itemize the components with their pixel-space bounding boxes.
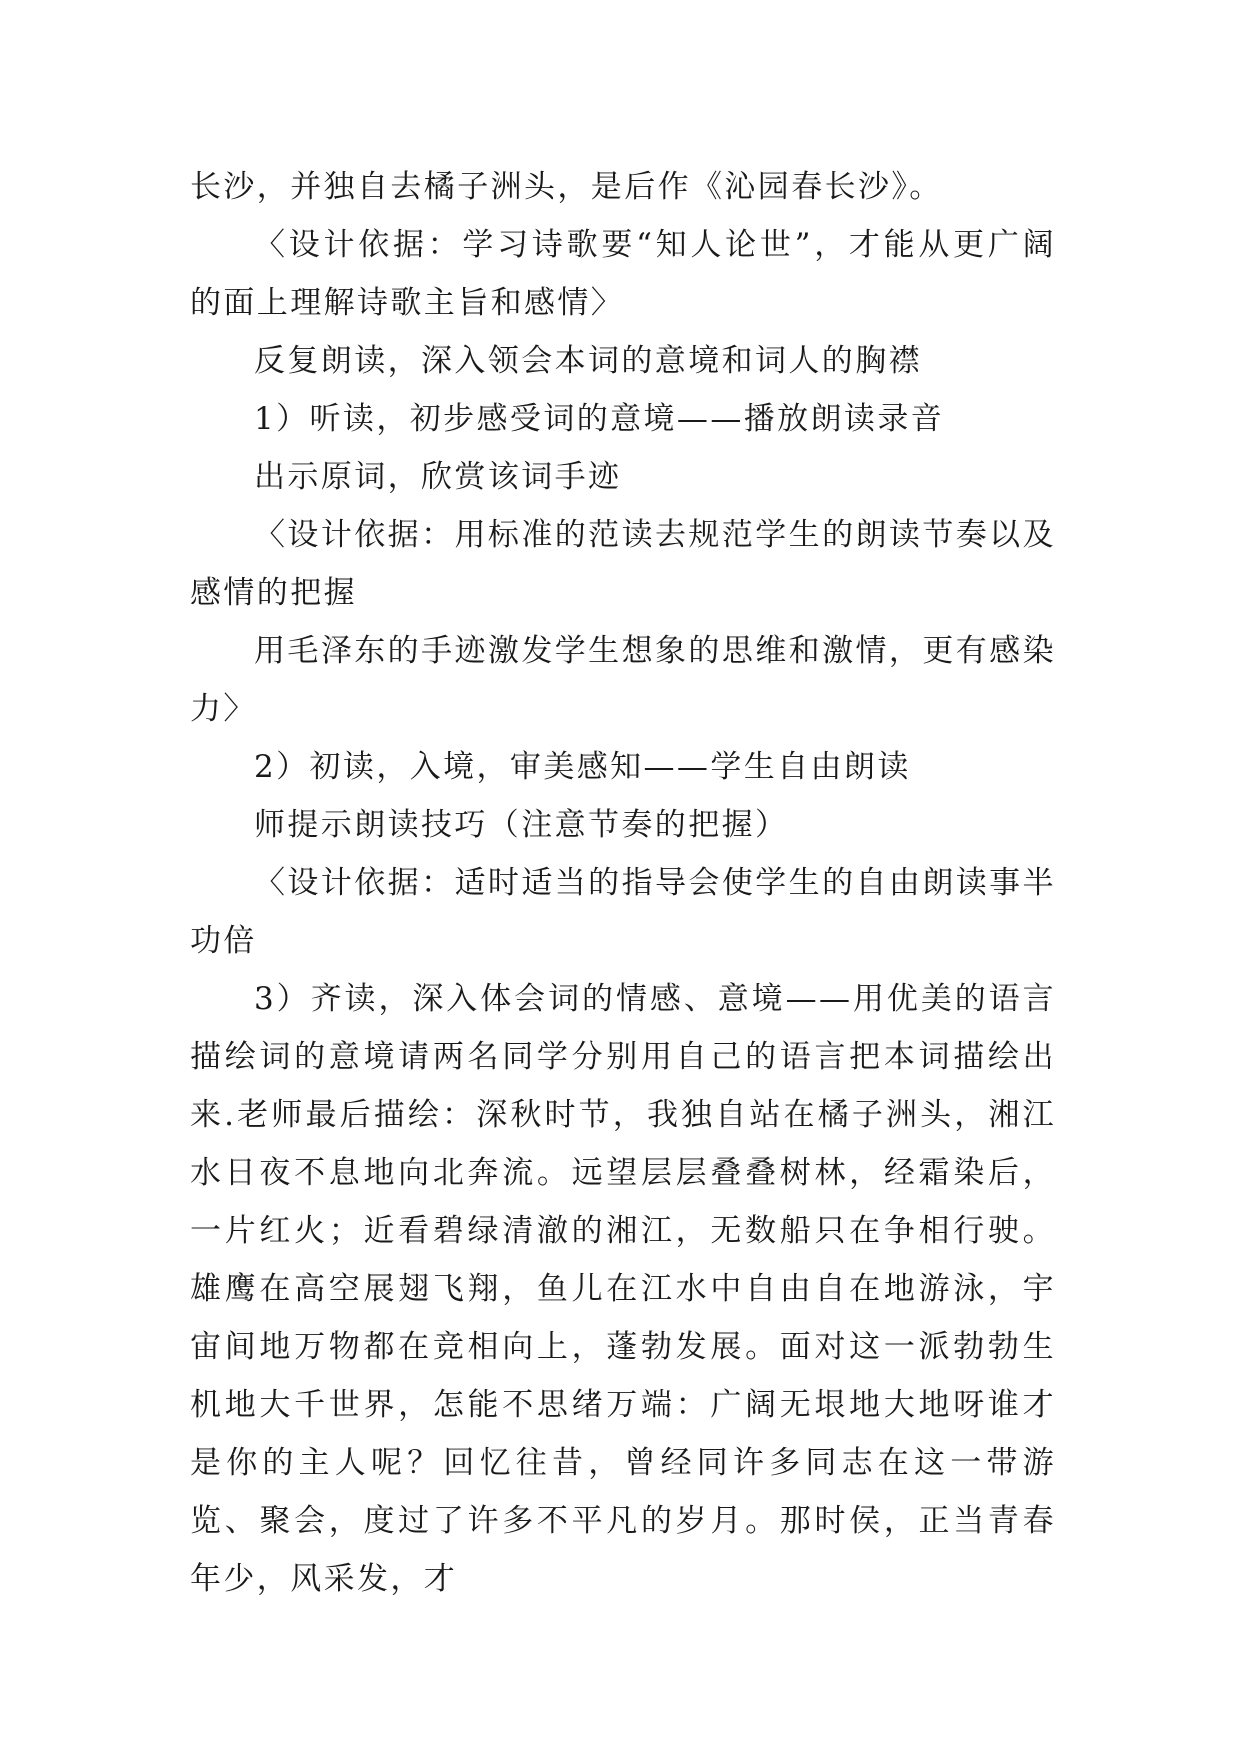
paragraph-7: 用毛泽东的手迹激发学生想象的思维和激情，更有感染力〉 (190, 633, 1056, 727)
paragraph-5: 出示原词，欣赏该词手迹 (254, 459, 622, 495)
paragraph-9: 师提示朗读技巧（注意节奏的把握） (254, 807, 789, 843)
paragraph-8: 2）初读，入境，审美感知——学生自由朗读 (254, 749, 911, 785)
paragraph-2: 〈设计依据：学习诗歌要“知人论世”，才能从更广阔的面上理解诗歌主旨和感情〉 (190, 227, 1056, 321)
document-body (190, 158, 1056, 1608)
paragraph-4: 1）听读，初步感受词的意境——播放朗读录音 (254, 401, 945, 437)
paragraph-1: 长沙，并独自去橘子洲头，是后作《沁园春长沙》。 (190, 169, 943, 205)
paragraph-10: 〈设计依据：适时适当的指导会使学生的自由朗读事半功倍 (190, 865, 1056, 959)
paragraph-3: 反复朗读，深入领会本词的意境和词人的胸襟 (254, 343, 922, 379)
paragraph-6: 〈设计依据：用标准的范读去规范学生的朗读节奏以及感情的把握 (190, 517, 1056, 611)
paragraph-11: 3）齐读，深入体会词的情感、意境——用优美的语言描绘词的意境请两名同学分别用自己的语言把本词描绘出来.老师最后描绘：深秋时节，我独自站在橘子洲头，湘江水日夜不息地向北奔流。远望层层叠叠树林，经霜染后，一片红火；近看碧绿清澈的湘江，无数船只在争相行驶。雄鹰在高空展翅飞翔，鱼儿在江水中自由自在地游泳，宇宙间地万物都在竞相向上，蓬勃发展。面对这一派勃勃生机地大千世界，怎能不思绪万端：广阔无垠地大地呀谁才是你的主人呢？回忆往昔，曾经同许多同志在这一带游览、聚会，度过了许多不平凡的岁月。那时侯，正当青春年少，风采发，才 (190, 981, 1056, 1597)
